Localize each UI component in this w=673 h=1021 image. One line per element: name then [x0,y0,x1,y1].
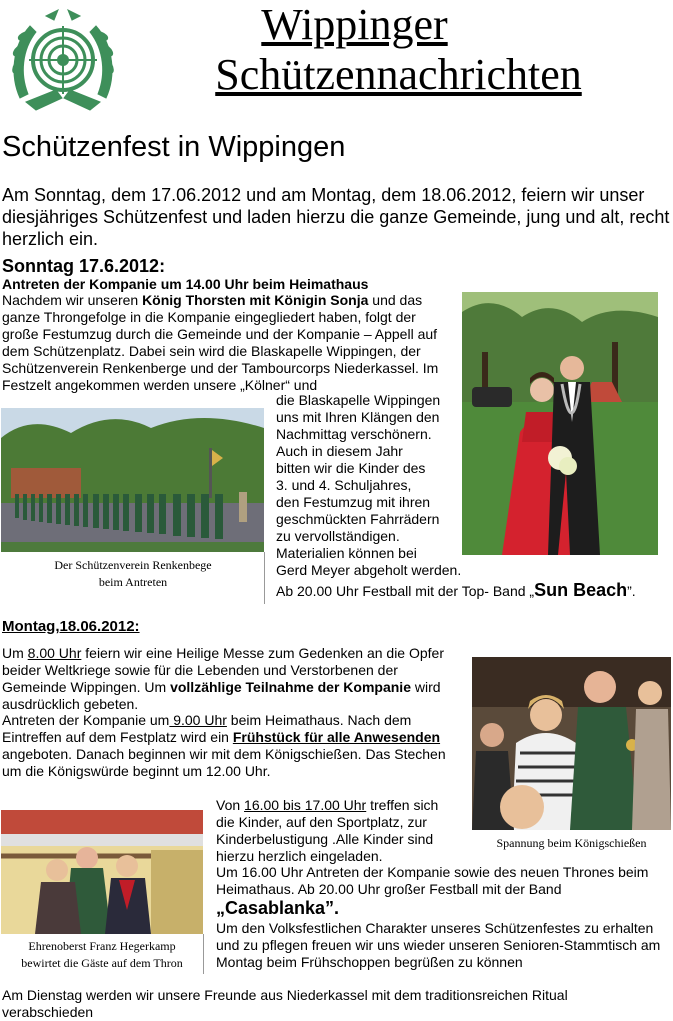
monday-p1-bold: vollzählige Teilnahme der Kompanie [170,679,411,695]
col-line-10: Materialien können bei [276,545,417,561]
col-line-4: Auch in diesem Jahr [276,443,403,459]
monday-paragraph-3 [216,797,456,865]
monday-p2-c: angeboten. Danach beginnen wir mit dem Königschießen. Das Stechen um die Königswürde beginnt um 12.00 Uhr. [2,746,446,779]
band-sun-beach: Sun Beach [534,580,628,600]
photo-koenigschiessen [472,657,671,830]
sunday-text-c: und das ganze Throngefolge in die Kompanie eingegliedert haben, folgt der große Festumzug durch die Gemeinde und der Kompanie – Appell auf dem Schützenplatz. Dabei sein wird die Blaskapelle Wippingen, der Schützenverein Renkenberge und der Tambourcorps Niederkassel. Im Festzelt angekommen werden unsere „Kölner“ und [2,292,439,393]
caption-antreten-line1: Der Schützenverein Renkenbege [54,558,212,572]
col-line-1: die Blaskapelle Wippingen [276,392,441,408]
col-line-8: geschmückten Fahrrädern [276,511,440,527]
monday-p2-b: beim Heimathaus. Nach dem Eintreffen auf dem Festplatz wird ein [2,712,412,745]
band-casablanka: „Casablanka”. [216,898,340,918]
photo-koenigspaar [462,292,658,555]
col-line-6: 3. und 4. Schuljahres, [276,477,412,493]
caption-koenigschiessen: Spannung beim Königschießen [496,836,647,850]
monday-paragraph-5: Um den Volksfestlichen Charakter unseres Schützenfestes zu erhalten und zu pflegen freuen wir uns wieder unseren Senioren-Stammtisch am Montag beim Frühschoppen begrüßen zu können [216,920,661,970]
sunday-column-text [276,392,464,562]
caption-antreten-line2: beim Antreten [98,575,168,589]
photo-antreten [1,408,264,552]
caption-hegerkamp [1,938,203,972]
monday-p1-a: Um [2,645,28,661]
col-line-9: zu vervollständigen. [276,528,400,544]
masthead-title-line2: Schützennachrichten [215,50,582,99]
festball-text-c: ”. [627,583,636,599]
monday-p2-a: Antreten der Kompanie um [2,712,170,728]
monday-p1-c: wird ausdrücklich gebeten. [2,679,441,712]
monday-mass-time: 8.00 Uhr [27,645,82,661]
sunday-festball [276,582,671,600]
monday-paragraph-4: Um 16.00 Uhr Antreten der Kompanie sowie des neuen Thrones beim Heimathaus. Ab 20.00 Uhr großer Festball mit der Band [216,864,649,897]
masthead [0,0,673,120]
masthead-title-line1: Wippinger [261,0,448,49]
col-line-5: bitten wir die Kinder des [276,460,426,476]
monday-paragraph-1 [2,645,462,713]
sunday-line-1: Antreten der Kompanie um 14.00 Uhr beim Heimathaus [2,276,369,292]
sunday-text-a: Nachdem wir unseren [2,292,143,308]
page-title: Schützenfest in Wippingen [2,131,346,163]
column-divider [264,552,265,604]
caption-hegerkamp-line2: bewirtet die Gäste auf dem Thron [21,956,183,970]
monday-p3-a: Von [216,797,245,813]
caption-antreten [2,557,264,591]
col-line-2: uns mit Ihren Klängen den [276,409,440,425]
col-line-7: den Festumzug mit ihren [276,494,431,510]
col-line-3: Nachmittag verschönern. [276,426,432,442]
photo-hegerkamp [1,810,203,934]
monday-heading: Montag,18.06.2012: [2,618,140,635]
caption-hegerkamp-line1: Ehrenoberst Franz Hegerkamp [28,939,176,953]
sunday-paragraph [2,292,454,394]
monday-fruehstueck: Frühstück für alle Anwesenden [232,729,441,745]
sunday-king-queen: König Thorsten mit Königin Sonja [142,292,369,308]
col-last-line: Gerd Meyer abgeholt werden. [276,562,462,578]
monday-p3-b: treffen sich die Kinder, auf den Sportplatz, zur Kinderbelustigung .Alle Kinder sind hierzu herzlich eingeladen. [216,797,439,864]
monday-kinder-time: 16.00 bis 17.00 Uhr [244,797,367,813]
sunday-heading: Sonntag 17.6.2012: [2,256,166,276]
tuesday-paragraph: Am Dienstag werden wir unsere Freunde aus Niederkassel mit dem traditionsreichen Ritual verabschieden [2,987,568,1020]
intro-paragraph: Am Sonntag, dem 17.06.2012 und am Montag, dem 18.06.2012, feiern wir unser diesjähriges Schützenfest und laden hierzu die ganze Gemeinde, jung und alt, recht herzlich ein. [2,185,670,249]
monday-p1-b: feiern wir eine Heilige Messe zum Gedenken an die Opfer beider Weltkriege sowie für die Lebenden und Verstorbenen der Gemeinde Wippingen. Um [2,645,445,695]
festball-text-a: Ab 20.00 Uhr Festball mit der Top- Band „ [276,583,535,599]
monday-antreten-time: 9.00 Uhr [169,712,227,728]
monday-paragraph-2 [2,712,464,780]
column-divider-2 [203,934,204,974]
